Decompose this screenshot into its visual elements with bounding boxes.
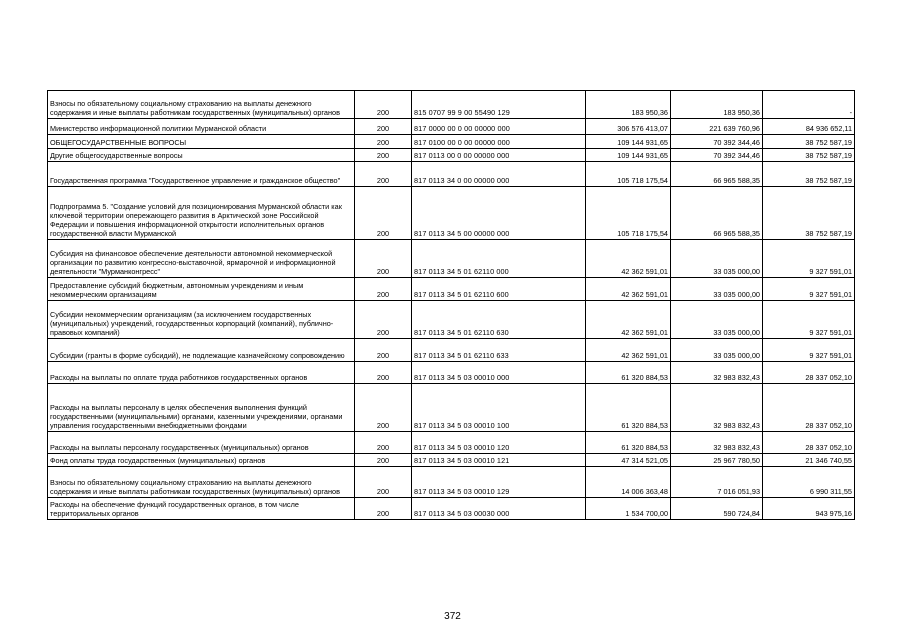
executed-amount-cell: 33 035 000,00 [671,240,763,278]
approved-amount-cell: 61 320 884,53 [586,384,671,432]
table-row [48,119,855,135]
approved-amount-cell: 42 362 591,01 [586,278,671,301]
remaining-amount-cell: 9 327 591,01 [763,301,855,339]
classification-code-cell: 817 0113 34 5 01 62110 633 [412,339,586,362]
remaining-amount-cell: 9 327 591,01 [763,339,855,362]
line-code-cell: 200 [355,149,412,162]
table-row [48,339,855,362]
classification-code-cell: 817 0100 00 0 00 00000 000 [412,135,586,149]
line-code-cell: 200 [355,240,412,278]
expense-name-cell: Субсидии (гранты в форме субсидий), не подлежащие казначейскому сопровождению [48,339,355,362]
remaining-amount-cell: 28 337 052,10 [763,362,855,384]
remaining-amount-cell: 38 752 587,19 [763,135,855,149]
classification-code-cell: 817 0113 34 5 03 00010 121 [412,454,586,467]
table-row [48,162,855,187]
approved-amount-cell: 109 144 931,65 [586,135,671,149]
classification-code-cell: 817 0113 34 5 01 62110 630 [412,301,586,339]
line-code-cell: 200 [355,432,412,454]
classification-code-cell: 817 0113 34 5 01 62110 600 [412,278,586,301]
remaining-amount-cell: 28 337 052,10 [763,384,855,432]
expense-name-cell: ОБЩЕГОСУДАРСТВЕННЫЕ ВОПРОСЫ [48,135,355,149]
table-row [48,91,855,119]
executed-amount-cell: 25 967 780,50 [671,454,763,467]
remaining-amount-cell: 38 752 587,19 [763,149,855,162]
classification-code-cell: 817 0113 34 5 01 62110 000 [412,240,586,278]
remaining-amount-cell: 38 752 587,19 [763,162,855,187]
table-row [48,240,855,278]
remaining-amount-cell: 6 990 311,55 [763,467,855,498]
executed-amount-cell: 33 035 000,00 [671,278,763,301]
line-code-cell: 200 [355,119,412,135]
expense-name-cell: Взносы по обязательному социальному страхованию на выплаты денежного содержания и иные выплаты работникам государственных (муниципальных) органов [48,467,355,498]
approved-amount-cell: 42 362 591,01 [586,339,671,362]
approved-amount-cell: 105 718 175,54 [586,162,671,187]
classification-code-cell: 817 0113 34 5 03 00030 000 [412,498,586,520]
classification-code-cell: 815 0707 99 9 00 55490 129 [412,91,586,119]
table-row [48,278,855,301]
table-row [48,454,855,467]
table-row [48,498,855,520]
table-row [48,467,855,498]
classification-code-cell: 817 0113 34 5 03 00010 000 [412,362,586,384]
executed-amount-cell: 590 724,84 [671,498,763,520]
approved-amount-cell: 14 006 363,48 [586,467,671,498]
classification-code-cell: 817 0113 34 0 00 00000 000 [412,162,586,187]
table-row [48,432,855,454]
classification-code-cell: 817 0113 34 5 00 00000 000 [412,187,586,240]
approved-amount-cell: 105 718 175,54 [586,187,671,240]
executed-amount-cell: 70 392 344,46 [671,135,763,149]
table-row [48,187,855,240]
expense-name-cell: Подпрограмма 5. "Создание условий для позиционирования Мурманской области как ключевой территории опережающего развития в Арктической зоне Российской Федерации и повышения информационной открытости исполнительных органов государственной власти Мурманской [48,187,355,240]
expense-name-cell: Взносы по обязательному социальному страхованию на выплаты денежного содержания и иные выплаты работникам государственных (муниципальных) органов [48,91,355,119]
remaining-amount-cell: 28 337 052,10 [763,432,855,454]
executed-amount-cell: 221 639 760,96 [671,119,763,135]
remaining-amount-cell: 38 752 587,19 [763,187,855,240]
approved-amount-cell: 47 314 521,05 [586,454,671,467]
executed-amount-cell: 70 392 344,46 [671,149,763,162]
line-code-cell: 200 [355,454,412,467]
executed-amount-cell: 33 035 000,00 [671,301,763,339]
expense-name-cell: Предоставление субсидий бюджетным, автономным учреждениям и иным некоммерческим организациям [48,278,355,301]
expense-name-cell: Расходы на выплаты персоналу в целях обеспечения выполнения функций государственными (муниципальными) органами, казенными учреждениями, органами управления государственными внебюджетными фондами [48,384,355,432]
remaining-amount-cell: 84 936 652,11 [763,119,855,135]
approved-amount-cell: 306 576 413,07 [586,119,671,135]
line-code-cell: 200 [355,162,412,187]
expense-name-cell: Государственная программа "Государственное управление и гражданское общество" [48,162,355,187]
approved-amount-cell: 109 144 931,65 [586,149,671,162]
approved-amount-cell: 61 320 884,53 [586,432,671,454]
approved-amount-cell: 1 534 700,00 [586,498,671,520]
expense-name-cell: Расходы на выплаты персоналу государственных (муниципальных) органов [48,432,355,454]
table-row [48,149,855,162]
classification-code-cell: 817 0000 00 0 00 00000 000 [412,119,586,135]
table-row [48,362,855,384]
remaining-amount-cell: 943 975,16 [763,498,855,520]
classification-code-cell: 817 0113 34 5 03 00010 100 [412,384,586,432]
expense-name-cell: Министерство информационной политики Мурманской области [48,119,355,135]
executed-amount-cell: 66 965 588,35 [671,187,763,240]
classification-code-cell: 817 0113 34 5 03 00010 120 [412,432,586,454]
executed-amount-cell: 7 016 051,93 [671,467,763,498]
table-row [48,301,855,339]
remaining-amount-cell: 9 327 591,01 [763,278,855,301]
line-code-cell: 200 [355,278,412,301]
line-code-cell: 200 [355,301,412,339]
expense-name-cell: Расходы на выплаты по оплате труда работников государственных органов [48,362,355,384]
expense-name-cell: Субсидии некоммерческим организациям (за исключением государственных (муниципальных) учреждений, государственных корпораций (компаний), публично-правовых компаний) [48,301,355,339]
approved-amount-cell: 61 320 884,53 [586,362,671,384]
remaining-amount-cell: - [763,91,855,119]
table-row [48,135,855,149]
table-body [48,91,855,520]
line-code-cell: 200 [355,467,412,498]
executed-amount-cell: 32 983 832,43 [671,362,763,384]
line-code-cell: 200 [355,91,412,119]
approved-amount-cell: 42 362 591,01 [586,240,671,278]
executed-amount-cell: 183 950,36 [671,91,763,119]
approved-amount-cell: 42 362 591,01 [586,301,671,339]
line-code-cell: 200 [355,362,412,384]
executed-amount-cell: 66 965 588,35 [671,162,763,187]
line-code-cell: 200 [355,187,412,240]
classification-code-cell: 817 0113 00 0 00 00000 000 [412,149,586,162]
line-code-cell: 200 [355,135,412,149]
executed-amount-cell: 33 035 000,00 [671,339,763,362]
expense-name-cell: Фонд оплаты труда государственных (муниципальных) органов [48,454,355,467]
remaining-amount-cell: 21 346 740,55 [763,454,855,467]
line-code-cell: 200 [355,384,412,432]
page-number: 372 [444,611,461,622]
executed-amount-cell: 32 983 832,43 [671,384,763,432]
line-code-cell: 200 [355,498,412,520]
table-row [48,384,855,432]
classification-code-cell: 817 0113 34 5 03 00010 129 [412,467,586,498]
remaining-amount-cell: 9 327 591,01 [763,240,855,278]
expense-name-cell: Расходы на обеспечение функций государственных органов, в том числе территориальных органов [48,498,355,520]
executed-amount-cell: 32 983 832,43 [671,432,763,454]
approved-amount-cell: 183 950,36 [586,91,671,119]
expense-name-cell: Другие общегосударственные вопросы [48,149,355,162]
budget-execution-table [47,90,855,520]
expense-name-cell: Субсидия на финансовое обеспечение деятельности автономной некоммерческой организации по развитию конгрессно-выставочной, ярмарочной и информационной деятельности "Мурманконгресс" [48,240,355,278]
line-code-cell: 200 [355,339,412,362]
